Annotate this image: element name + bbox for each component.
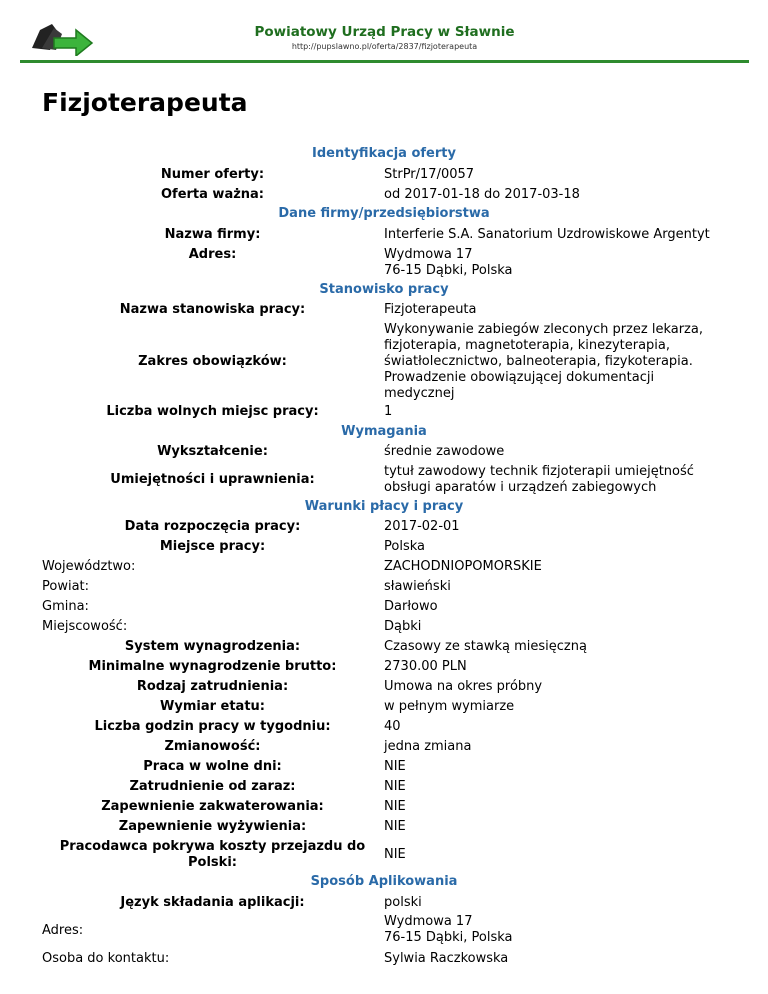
value-powiat: sławieński bbox=[384, 579, 451, 594]
site-title: Powiatowy Urząd Pracy w Sławnie bbox=[254, 24, 515, 40]
label-osoba: Osoba do kontaktu: bbox=[42, 951, 170, 966]
value-wyksztalcenie: średnie zawodowe bbox=[384, 444, 505, 459]
label-wyzywienie: Zapewnienie wyżywienia: bbox=[118, 819, 307, 834]
value-umiejetnosci: tytuł zawodowy technik fizjoterapii umiejętność obsługi aparatów i urządzeń zabiegowych bbox=[384, 464, 694, 495]
value-zakwaterowanie: NIE bbox=[384, 799, 406, 814]
label-wolne-dni: Praca w wolne dni: bbox=[143, 759, 282, 774]
value-miejsca: 1 bbox=[384, 404, 393, 419]
label-adres-aplikacji: Adres: bbox=[42, 923, 84, 938]
label-od-zaraz: Zatrudnienie od zaraz: bbox=[129, 779, 296, 794]
value-osoba: Sylwia Raczkowska bbox=[384, 951, 509, 966]
value-wazna: od 2017-01-18 do 2017-03-18 bbox=[384, 187, 580, 202]
value-system: Czasowy ze stawką miesięczną bbox=[384, 639, 587, 654]
value-rodzaj: Umowa na okres próbny bbox=[384, 679, 543, 694]
site-url[interactable]: http://pupslawno.pl/oferta/2837/fizjoterapeuta bbox=[291, 42, 478, 51]
label-stanowisko: Nazwa stanowiska pracy: bbox=[119, 302, 306, 317]
label-miejsce: Miejsce pracy: bbox=[159, 539, 266, 554]
label-data-rozp: Data rozpoczęcia pracy: bbox=[124, 519, 301, 534]
label-zakres: Zakres obowiązków: bbox=[138, 354, 287, 369]
label-wojewodztwo: Województwo: bbox=[42, 559, 136, 574]
value-miejsce: Polska bbox=[384, 539, 425, 554]
value-zakres: Wykonywanie zabiegów zleconych przez lekarza, fizjoterapia, magnetoterapia, kinezyterapia, światłolecznictwo, balneoterapia, fizykoterapia. Prowadzenie obowiązującej dokumentacji medycznej bbox=[384, 322, 703, 401]
value-min-wyn: 2730.00 PLN bbox=[384, 659, 467, 674]
section-stanowisko: Stanowisko pracy bbox=[319, 282, 449, 297]
label-umiejetnosci: Umiejętności i uprawnienia: bbox=[110, 472, 315, 487]
label-nazwa-firmy: Nazwa firmy: bbox=[164, 227, 261, 242]
section-identyfikacja: Identyfikacja oferty bbox=[312, 146, 456, 161]
label-zakwaterowanie: Zapewnienie zakwaterowania: bbox=[101, 799, 324, 814]
value-adres-aplikacji bbox=[384, 914, 729, 946]
value-nazwa-firmy: Interferie S.A. Sanatorium Uzdrowiskowe Argentyt bbox=[384, 227, 710, 242]
section-wymagania: Wymagania bbox=[341, 424, 427, 439]
value-stanowisko: Fizjoterapeuta bbox=[384, 302, 477, 317]
label-adres: Adres: bbox=[188, 247, 237, 262]
label-system: System wynagrodzenia: bbox=[124, 639, 301, 654]
value-numer: StrPr/17/0057 bbox=[384, 167, 475, 182]
label-wazna: Oferta ważna: bbox=[160, 187, 265, 202]
label-gmina: Gmina: bbox=[42, 599, 89, 614]
value-adres bbox=[384, 247, 729, 279]
section-aplikowanie: Sposób Aplikowania bbox=[310, 874, 458, 889]
page-title: Fizjoterapeuta bbox=[42, 88, 248, 117]
label-przejazd: Pracodawca pokrywa koszty przejazdu do Polski: bbox=[59, 839, 366, 870]
label-numer: Numer oferty: bbox=[160, 167, 265, 182]
value-wymiar: w pełnym wymiarze bbox=[384, 699, 515, 714]
value-jezyk: polski bbox=[384, 895, 422, 910]
value-gmina: Darłowo bbox=[384, 599, 438, 614]
label-miejscowosc: Miejscowość: bbox=[42, 619, 128, 634]
value-wojewodztwo: ZACHODNIOPOMORSKIE bbox=[384, 559, 542, 574]
value-godziny: 40 bbox=[384, 719, 401, 734]
label-godziny: Liczba godzin pracy w tygodniu: bbox=[94, 719, 331, 734]
value-adres-line2: 76-15 Dąbki, Polska bbox=[384, 263, 513, 278]
value-adres-line1: Wydmowa 17 bbox=[384, 247, 473, 262]
value-miejscowosc: Dąbki bbox=[384, 619, 422, 634]
label-miejsca: Liczba wolnych miejsc pracy: bbox=[106, 404, 319, 419]
label-zmianowosc: Zmianowość: bbox=[164, 739, 261, 754]
section-firma: Dane firmy/przedsiębiorstwa bbox=[278, 206, 490, 221]
label-jezyk: Język składania aplikacji: bbox=[120, 895, 305, 910]
label-powiat: Powiat: bbox=[42, 579, 90, 594]
value-przejazd: NIE bbox=[384, 847, 406, 862]
label-wyksztalcenie: Wykształcenie: bbox=[157, 444, 268, 459]
value-wyzywienie: NIE bbox=[384, 819, 406, 834]
value-od-zaraz: NIE bbox=[384, 779, 406, 794]
value-zmianowosc: jedna zmiana bbox=[384, 739, 472, 754]
value-data-rozp: 2017-02-01 bbox=[384, 519, 460, 534]
label-rodzaj: Rodzaj zatrudnienia: bbox=[136, 679, 289, 694]
value-wolne-dni: NIE bbox=[384, 759, 406, 774]
value-adres-aplikacji-line1: Wydmowa 17 bbox=[384, 914, 473, 929]
site-header bbox=[20, 14, 749, 63]
value-adres-aplikacji-line2: 76-15 Dąbki, Polska bbox=[384, 930, 513, 945]
section-warunki: Warunki płacy i pracy bbox=[304, 499, 464, 514]
label-min-wyn: Minimalne wynagrodzenie brutto: bbox=[88, 659, 337, 674]
label-wymiar: Wymiar etatu: bbox=[160, 699, 265, 714]
